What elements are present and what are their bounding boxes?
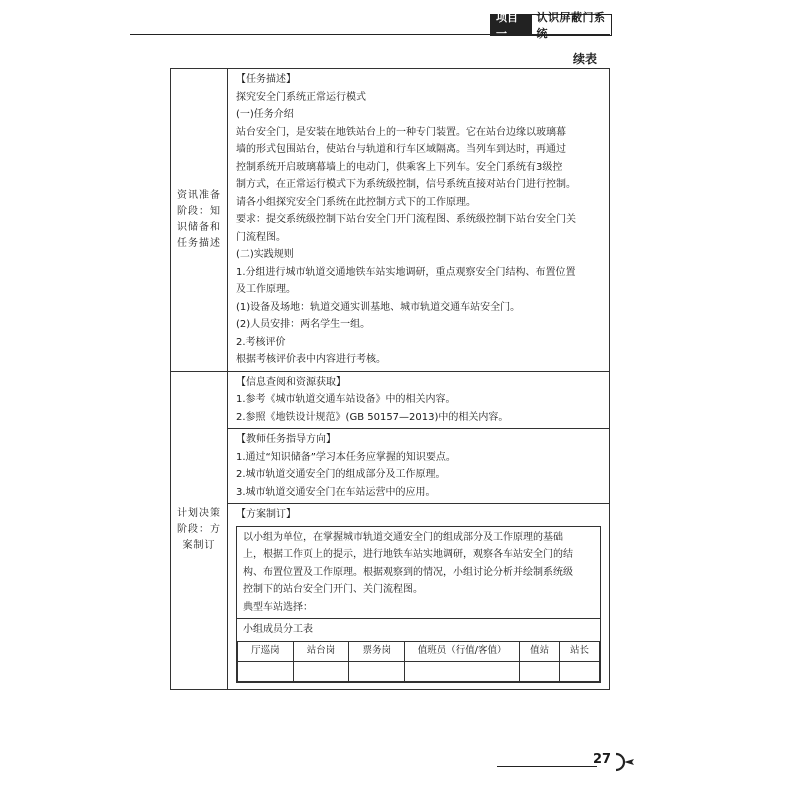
intro-line: 控制系统开启玻璃幕墙上的电动门，供乘客上下列车。安全门系统有3级控 [236,161,563,173]
teacher-guide-line: 1.通过“知识储备”学习本任务应掌握的知识要点。 [236,451,456,463]
task-table [170,68,610,690]
intro-line: 墙的形式包围站台，使站台与轨道和行车区域隔离。当列车到达时，再通过 [236,144,566,155]
duty-cell[interactable] [293,661,349,681]
duty-column-header: 票务岗 [349,641,405,661]
footer-rule [497,766,597,767]
plan-guide-row [171,429,610,504]
rule-item: (1)设备及场地：轨道交通实训基地、城市轨道交通车站安全门。 [236,301,521,313]
rule-line: 2.考核评价 [236,336,286,348]
requirement-line: 门流程图。 [236,231,286,243]
plan-info-row [171,371,610,429]
duty-column-header: 值班员（行值/客值） [405,641,520,661]
duty-blank-row [238,661,600,681]
page-number: 27 [593,752,612,767]
rule-line: 根据考核评价表中内容进行考核。 [236,354,386,365]
duty-column-header: 值站 [520,641,560,661]
scheme-cell [228,504,610,690]
continued-label: 续表 [572,52,597,66]
info-row-label: 资讯准备阶段：知识储备和任务描述 [171,69,228,372]
scheme-line: 以小组为单位，在掌握城市轨道交通安全门的组成部分及工作原理的基础 [243,531,563,543]
rules-heading: (二)实践规则 [236,249,294,260]
intro-line: 制方式，在正常运行模式下为系统级控制，信号系统直接对站台门进行控制。 [236,179,576,190]
scheme-box [236,526,601,683]
chapter-title: 认识屏蔽门系统 [536,11,606,40]
task-title: 探究安全门系统正常运行模式 [236,91,366,103]
duty-cell[interactable] [238,661,294,681]
teacher-guide-line: 2.城市轨道交通安全门的组成部分及工作原理。 [236,469,446,480]
rule-line: 1.分组进行城市轨道交通地铁车站实地调研，重点观察安全门结构、布置位置 [236,266,576,278]
teacher-guide-line: 3.城市轨道交通安全门在车站运营中的应用。 [236,486,436,498]
intro-heading: (一)任务介绍 [236,109,294,120]
duty-cell[interactable] [349,661,405,681]
header-rule [130,34,610,35]
duty-cell[interactable] [405,661,520,681]
info-resources-cell [228,371,610,429]
plan-scheme-row [171,504,610,690]
page-ornament-icon [612,750,636,774]
info-row [171,69,610,372]
intro-line: 请各小组探究安全门系统在此控制方式下的工作原理。 [236,196,476,208]
typical-station-label: 典型车站选择： [243,601,313,613]
duty-table-title: 小组成员分工表 [237,618,600,641]
duty-table [237,641,600,682]
requirement-line: 要求：提交系统级控制下站台安全门开门流程图、系统级控制下站台安全门关 [236,214,576,225]
scheme-heading: 【方案制订】 [236,509,296,520]
info-row-content [228,69,610,372]
info-resources-heading: 【信息查阅和资源获取】 [236,376,346,388]
duty-cell[interactable] [560,661,600,681]
info-resources-line: 2.参照《地铁设计规范》(GB 50157—2013)中的相关内容。 [236,411,509,423]
rule-item: (2)人员安排：两名学生一组。 [236,319,371,330]
scheme-line: 控制下的站台安全门开门、关门流程图。 [243,584,423,595]
project-tag: 项目一 [491,15,532,35]
duty-cell[interactable] [520,661,560,681]
chapter-header-tab [490,11,612,40]
duty-header-row [238,641,600,661]
task-desc-heading: 【任务描述】 [236,74,296,85]
intro-line: 站台安全门，是安装在地铁站台上的一种专门装置。它在站台边缘以玻璃幕 [236,126,566,138]
plan-row-label: 计划决策阶段：方案制订 [171,371,228,689]
scheme-line: 构、布置位置及工作原理。根据观察到的情况，小组讨论分析并绘制系统级 [243,566,573,578]
teacher-guide-heading: 【教师任务指导方向】 [236,434,336,445]
duty-column-header: 厅巡岗 [238,641,294,661]
duty-column-header: 站台岗 [293,641,349,661]
duty-column-header: 站长 [560,641,600,661]
rule-line: 及工作原理。 [236,284,296,295]
scheme-text [237,527,600,619]
scheme-line: 上，根据工作页上的提示，进行地铁车站实地调研，观察各车站安全门的结 [243,549,573,560]
info-resources-line: 1.参考《城市轨道交通车站设备》中的相关内容。 [236,394,456,405]
teacher-guide-cell [228,429,610,504]
